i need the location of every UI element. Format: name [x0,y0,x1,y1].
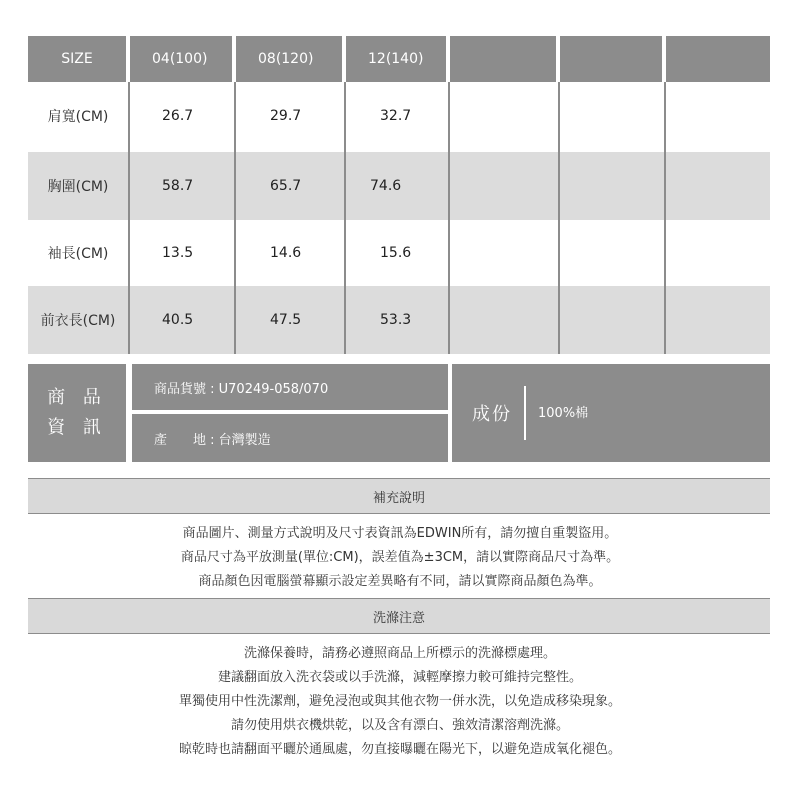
material-label: 成份 [472,404,512,425]
material-divider [524,386,526,440]
product-info-label-line1: 商 品 [47,387,107,408]
washing-line: 洗滌保養時，請務必遵照商品上所標示的洗滌標處理。 [243,646,556,661]
table-cell: 74.6 [370,178,402,194]
column-divider [664,82,666,354]
table-cell: 32.7 [380,108,412,124]
table-cell: 29.7 [270,108,302,124]
table-cell: 15.6 [380,245,412,261]
product-info-label-line2: 資 訊 [47,417,107,438]
row-label-sleeve: 袖長(CM) [47,246,109,262]
origin: 產 地 : 台灣製造 [132,414,448,462]
table-cell: 65.7 [270,178,302,194]
size-header-cell: SIZE [28,36,126,82]
table-cell: 58.7 [162,178,194,194]
washing-line: 單獨使用中性洗潔劑，避免浸泡或與其他衣物一併水洗，以免造成移染現象。 [178,694,621,709]
row-label-chest: 胸圍(CM) [47,179,109,195]
supplement-line: 商品圖片、測量方式說明及尺寸表資訊為EDWIN所有，請勿擅自重製盜用。 [182,526,618,541]
supplement-line: 商品尺寸為平放測量(單位:CM)，誤差值為±3CM，請以實際商品尺寸為準。 [180,550,620,565]
size-header-cell: 12(140) [346,36,446,82]
washing-line: 晾乾時也請翻面平曬於通風處，勿直接曝曬在陽光下，以避免造成氧化褪色。 [178,742,621,757]
size-header-cell [560,36,662,82]
material-box [452,364,770,462]
size-header-cell: 08(120) [236,36,342,82]
washing-title: 洗滌注意 [28,598,770,634]
size-header-cell [666,36,770,82]
column-divider [448,82,450,354]
size-header-cell [450,36,556,82]
supplement-line: 商品顏色因電腦螢幕顯示設定差異略有不同，請以實際商品顏色為準。 [198,574,602,589]
column-divider [558,82,560,354]
size-header-cell: 04(100) [130,36,232,82]
row-label-shoulder: 肩寬(CM) [47,109,109,125]
table-cell: 47.5 [270,312,302,328]
table-cell: 40.5 [162,312,194,328]
table-cell: 13.5 [162,245,194,261]
material-value: 100%棉 [538,406,589,421]
washing-line: 請勿使用烘衣機烘乾，以及含有漂白、強效清潔溶劑洗滌。 [230,718,569,733]
item-number: 商品貨號 : U70249-058/070 [132,364,448,410]
table-cell: 14.6 [270,245,302,261]
table-cell: 53.3 [380,312,412,328]
product-info-label [28,364,126,462]
supplement-title: 補充說明 [28,478,770,514]
washing-line: 建議翻面放入洗衣袋或以手洗滌，減輕摩擦力較可維持完整性。 [217,670,582,685]
size-table [28,36,770,356]
table-cell: 26.7 [162,108,194,124]
row-label-front-length: 前衣長(CM) [40,313,116,329]
